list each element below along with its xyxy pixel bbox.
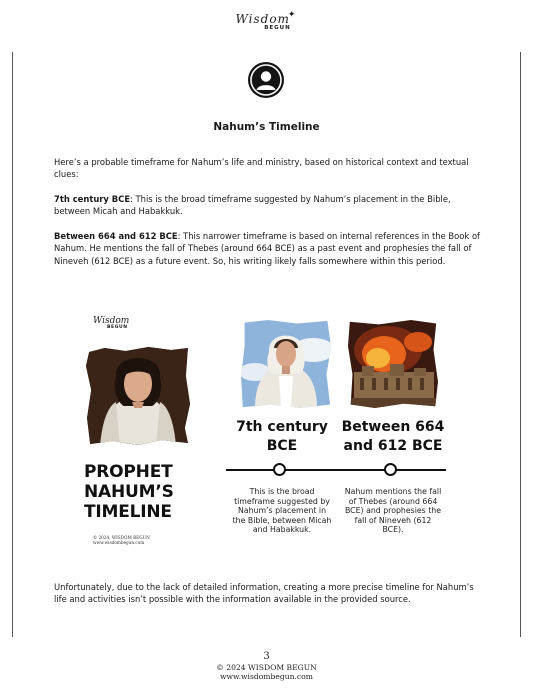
infographic-logo [93, 316, 129, 330]
infographic-copyright-line: © 2024, WISDOM BEGUN [93, 535, 150, 540]
timeline-heading-century [227, 418, 337, 456]
timeline-axis [226, 469, 446, 471]
prophet-portrait [86, 346, 190, 446]
timeline-description-century: This is the broad timeframe suggested by Nahum’s placement in the Bible, between Micah and Habakkuk. [232, 487, 332, 535]
right-page-border [520, 52, 521, 637]
footer-url: www.wisdombegun.com [220, 672, 313, 681]
century-term: 7th century BCE [54, 194, 131, 204]
infographic-logo-script: Wisdom [93, 316, 130, 326]
heading-line: Between 664 [341, 419, 445, 435]
heading-line: and 612 BCE [343, 438, 443, 454]
title-line-3: TIMELINE [84, 502, 172, 522]
century-paragraph [54, 193, 484, 218]
timeline-marker-range [384, 463, 397, 476]
infographic-title [84, 462, 174, 522]
page-number: 3 [263, 651, 270, 662]
timeline-marker-century [273, 463, 286, 476]
footer-copyright: © 2024 WISDOM BEGUN [216, 663, 317, 672]
closing-paragraph: Unfortunately, due to the lack of detailed information, creating a more precise timeline for Nahum’s life and activities isn’t possible with the information available in the provided source. [54, 582, 474, 605]
user-silhouette-icon [248, 62, 284, 98]
range-term: Between 664 and 612 BCE [54, 231, 178, 241]
heading-line: BCE [266, 438, 298, 454]
intro-paragraph: Here’s a probable timeframe for Nahum’s life and ministry, based on historical context and textual clues: [54, 157, 469, 180]
timeline-heading-range [338, 418, 448, 456]
range-text: : This narrower timeframe is based on internal references in the Book of Nahum. He mentions the fall of Thebes (around 664 BCE) as a past event and prophesies the fall of Nineveh (612 BCE) as a future event. So, his writing likely falls somewhere within this period. [54, 231, 481, 266]
infographic-logo-subtitle: BEGUN [107, 325, 128, 330]
left-page-border [12, 52, 13, 637]
logo-script: Wisdom [235, 12, 290, 26]
logo-subtitle: BEGUN [264, 25, 291, 31]
range-paragraph [54, 230, 484, 267]
page-title: Nahum’s Timeline [213, 121, 320, 133]
century-text: : This is the broad timeframe suggested by Nahum’s placement in the Bible, between Micah and Habakkuk. [54, 194, 451, 217]
timeline-description-range: Nahum mentions the fall of Thebes (around 664 BCE) and prophesies the fall of Nineveh (612 BCE). [344, 487, 442, 535]
page-footer [0, 651, 533, 681]
title-line-2: NAHUM’S [84, 482, 174, 502]
title-line-1: PROPHET [84, 462, 173, 482]
bird-icon: ✦ [287, 10, 296, 20]
infographic-url: www.wisdombegun.com [93, 540, 145, 546]
heading-line: 7th century [236, 419, 328, 435]
young-prophet-image [241, 320, 331, 408]
header-logo [0, 8, 533, 31]
infographic-copyright [93, 535, 150, 545]
burning-city-image [348, 320, 438, 408]
